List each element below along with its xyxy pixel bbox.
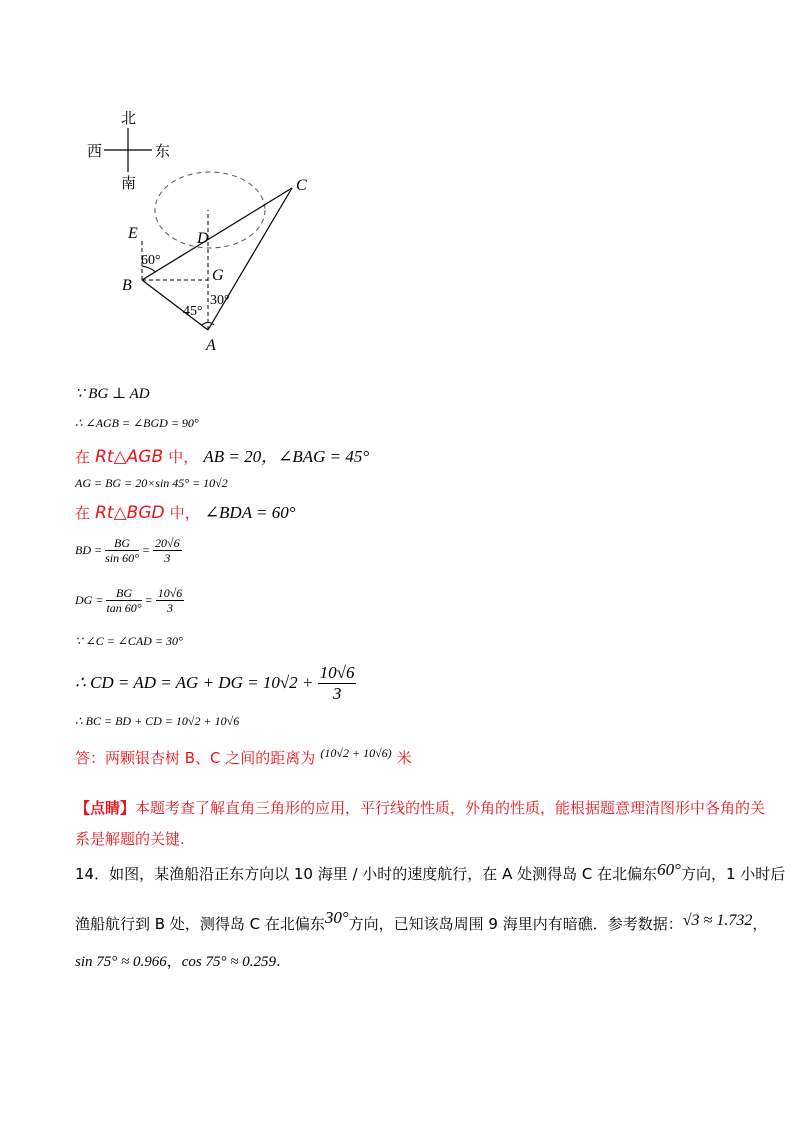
angle-label-30: 30°: [210, 293, 230, 308]
problem14-line-2: 渔船航行到 B 处，测得岛 C 在北偏东30°方向，已知该岛周围 9 海里内有暗礁．参考数据：√3 ≈ 1.732，: [75, 908, 768, 933]
solution-line-9: ∴ CD = AD = AG + DG = 10√2 + $\frac{10√6}{3}$: [75, 663, 355, 703]
solution-line-8: ∵ ∠C = ∠CAD = 30°: [75, 634, 183, 648]
angle-label-e: 60°: [141, 253, 161, 268]
label-d: D: [197, 230, 209, 247]
dashed-ellipse: [155, 172, 265, 248]
segment-ac: [208, 188, 292, 330]
solution-line-10: ∴ BC = BD + CD = 10√2 + 10√6: [75, 714, 240, 728]
compass-rose: [87, 110, 170, 192]
solution-line-4: AG = BG = 20×sin 45° = 10√2: [75, 476, 228, 490]
solution-line-2: ∴ ∠AGB = ∠BGD = 90°: [75, 416, 199, 430]
solution-line-6: BD = $\frac{BG}{\sin 60^\circ}$ = $\frac{20√6}{3}$: [75, 536, 180, 566]
problem14-line-3: sin 75° ≈ 0.966，cos 75° ≈ 0.259.: [75, 952, 281, 970]
label-b: B: [122, 277, 132, 294]
compass-north: 北: [121, 111, 137, 127]
solution-line-7: DG = $\frac{BG}{\tan 60^\circ}$ = $\frac{10√6}{3}$: [75, 586, 183, 616]
label-a: A: [206, 337, 216, 354]
solution-line-3: 在 Rt△AGB 中， AB = 20，∠BAG = 45°: [75, 447, 370, 467]
label-c: C: [296, 177, 307, 194]
comment-line-1: 【点睛】本题考查了解直角三角形的应用，平行线的性质，外角的性质，能根据题意理清图形中各角的关: [75, 799, 766, 817]
compass-west: 西: [87, 144, 103, 160]
comment-line-2: 系是解题的关键.: [75, 830, 185, 848]
compass-south: 南: [121, 176, 137, 192]
label-g: G: [212, 267, 224, 284]
solution-line-5: 在 Rt△BGD 中， ∠BDA = 60°: [75, 503, 296, 523]
answer-line: 答：两颗银杏树 B、C 之间的距离为 $^{(10√2 + 10√6)}$ 米: [75, 746, 412, 767]
angle-label-45: 45°: [183, 304, 203, 319]
problem14-line-1: 14．如图，某渔船沿正东方向以 10 海里 / 小时的速度航行，在 A 处测得岛 C 在北偏东60°方向，1 小时后: [75, 860, 786, 883]
compass-east: 东: [155, 144, 171, 160]
label-e: E: [128, 225, 138, 242]
solution-line-1: ∵ BG ⊥ AD: [75, 386, 150, 402]
geometry-diagram: [0, 0, 800, 360]
